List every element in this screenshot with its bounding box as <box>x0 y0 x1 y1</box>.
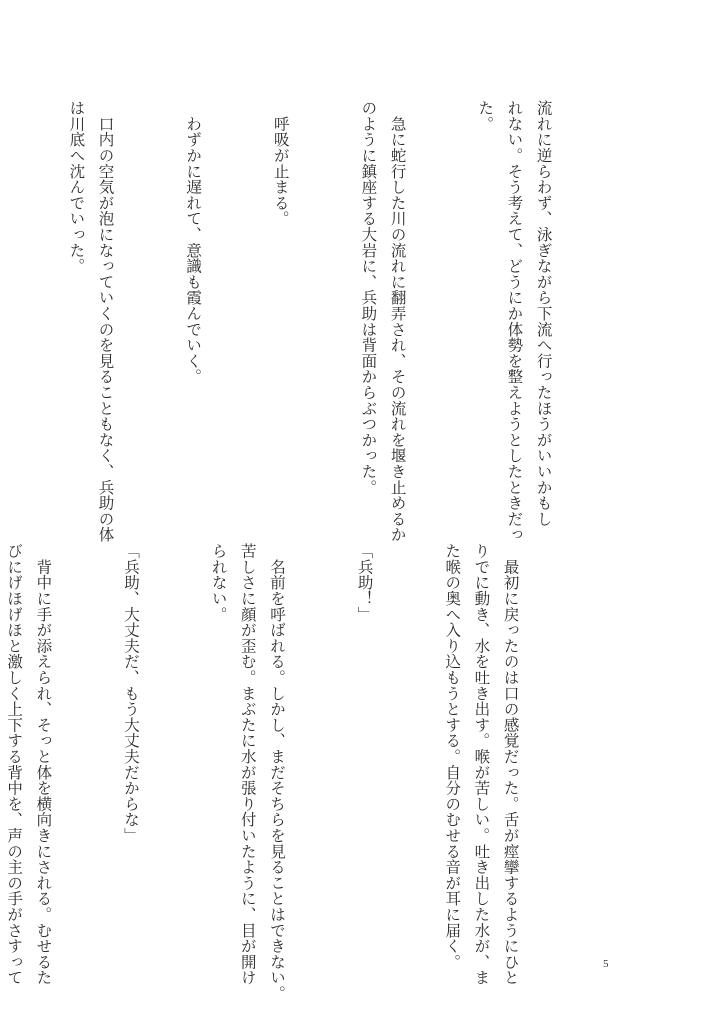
page-number: 5 <box>603 958 609 970</box>
dialogue-line: 「兵助、大丈夫だ、もう大丈夫だからな」 <box>121 543 140 844</box>
upper-text-block <box>3 100 616 543</box>
paragraph: 急に蛇行した川の流れに翻弄され、その流れを堰き止めるか のように鎮座する大岩に、兵助は背面からぶつかった。 <box>359 100 407 543</box>
paragraph: 口内の空気が泡になっていくのを見ることもなく、兵助の体 は川底へ沈んでいった。 <box>67 100 115 543</box>
paragraph: 背中に手が添えられ、そっと体を横向きにされる。むせるた びにげほげほと激しく上下する背中を、声の主の手がさすって <box>5 543 53 986</box>
paragraph: 呼吸が止まる。 <box>271 100 290 227</box>
paragraph: 最初に戻ったのは口の感覚だった。舌が痙攣するようにひと りでに動き、水を吐き出す。喉が苦しい。吐き出した水が、ま た喉の奥へ入り込もうとする。自分のむせる音が耳に届く。 <box>443 543 520 986</box>
paragraph: 名前を呼ばれる。しかし、まだそちらを見ることはできない。 苦しさに顔が歪む。まぶたに水が張り付いたように、目が開け られない。 <box>209 543 286 1002</box>
dialogue-line: 「兵助！」 <box>355 543 374 622</box>
lower-text-block <box>0 543 583 1002</box>
paragraph: 流れに逆らわず、泳ぎながら下流へ行ったほうがいいかもし れない。そう考えて、どうにか体勢を整えようとしたときだっ た。 <box>476 100 553 543</box>
paragraph: わずかに遅れて、意識も霞んでいく。 <box>184 100 203 385</box>
